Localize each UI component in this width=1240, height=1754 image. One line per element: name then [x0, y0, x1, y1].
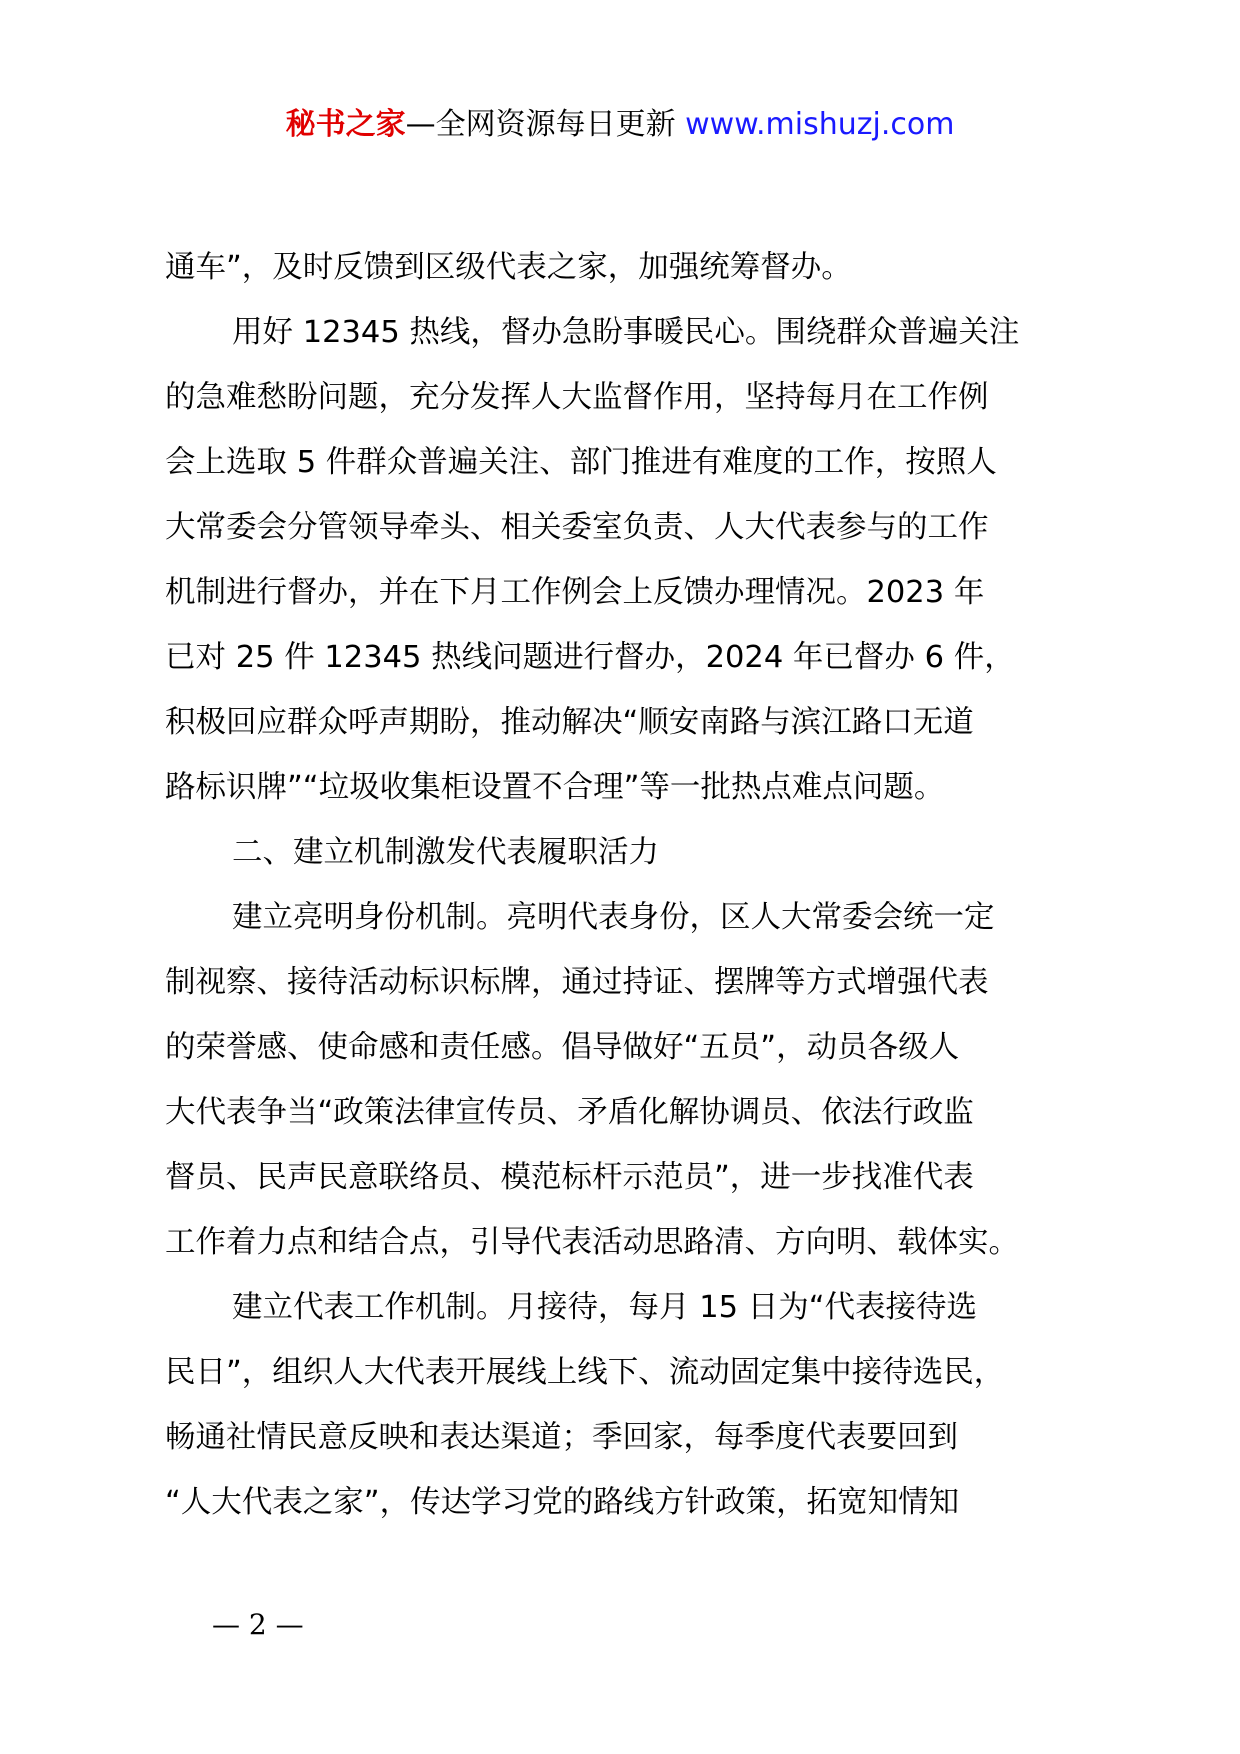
text-line: “人大代表之家”，传达学习党的路线方针政策，拓宽知情知 — [165, 1485, 960, 1520]
text-line: 大常委会分管领导牵头、相关委室负责、人大代表参与的工作 — [165, 510, 989, 545]
text-line: 民日”，组织人大代表开展线上线下、流动固定集中接待选民， — [165, 1355, 1005, 1390]
paragraph-start-line: 用好 12345 热线，督办急盼事暖民心。围绕群众普遍关注 — [232, 315, 1020, 350]
section-heading: 二、建立机制激发代表履职活力 — [232, 835, 659, 870]
text-line: 督员、民声民意联络员、模范标杆示范员”，进一步找准代表 — [165, 1160, 974, 1195]
text-line: 畅通社情民意反映和表达渠道；季回家，每季度代表要回到 — [165, 1420, 958, 1455]
text-line: 会上选取 5 件群众普遍关注、部门推进有难度的工作，按照人 — [165, 445, 997, 480]
header-brand: 秘书之家 — [285, 107, 406, 142]
text-line: 路标识牌”“垃圾收集柜设置不合理”等一批热点难点问题。 — [165, 770, 945, 805]
text-line: 大代表争当“政策法律宣传员、矛盾化解协调员、依法行政监 — [165, 1095, 974, 1130]
text-line: 通车”，及时反馈到区级代表之家，加强统筹督办。 — [165, 250, 852, 285]
page-header — [0, 100, 1240, 150]
text-line: 积极回应群众呼声期盼，推动解决“顺安南路与滨江路口无道 — [165, 705, 974, 740]
text-line: 已对 25 件 12345 热线问题进行督办，2024 年已督办 6 件， — [165, 640, 1015, 675]
header-tagline: —全网资源每日更新 — [405, 107, 676, 142]
document-body — [165, 235, 1085, 1535]
text-line: 机制进行督办，并在下月工作例会上反馈办理情况。2023 年 — [165, 575, 985, 610]
text-line: 制视察、接待活动标识标牌，通过持证、摆牌等方式增强代表 — [165, 965, 989, 1000]
text-line: 的荣誉感、使命感和责任感。倡导做好“五员”，动员各级人 — [165, 1030, 960, 1065]
text-line: 工作着力点和结合点，引导代表活动思路清、方向明、载体实。 — [165, 1225, 1019, 1260]
paragraph-start-line: 建立代表工作机制。月接待，每月 15 日为“代表接待选 — [232, 1290, 977, 1325]
header-url-link[interactable]: www.mishuzj.com — [685, 107, 955, 142]
page-number: — 2 — — [212, 1608, 304, 1641]
text-line: 的急难愁盼问题，充分发挥人大监督作用，坚持每月在工作例 — [165, 380, 989, 415]
paragraph-start-line: 建立亮明身份机制。亮明代表身份，区人大常委会统一定 — [232, 900, 995, 935]
